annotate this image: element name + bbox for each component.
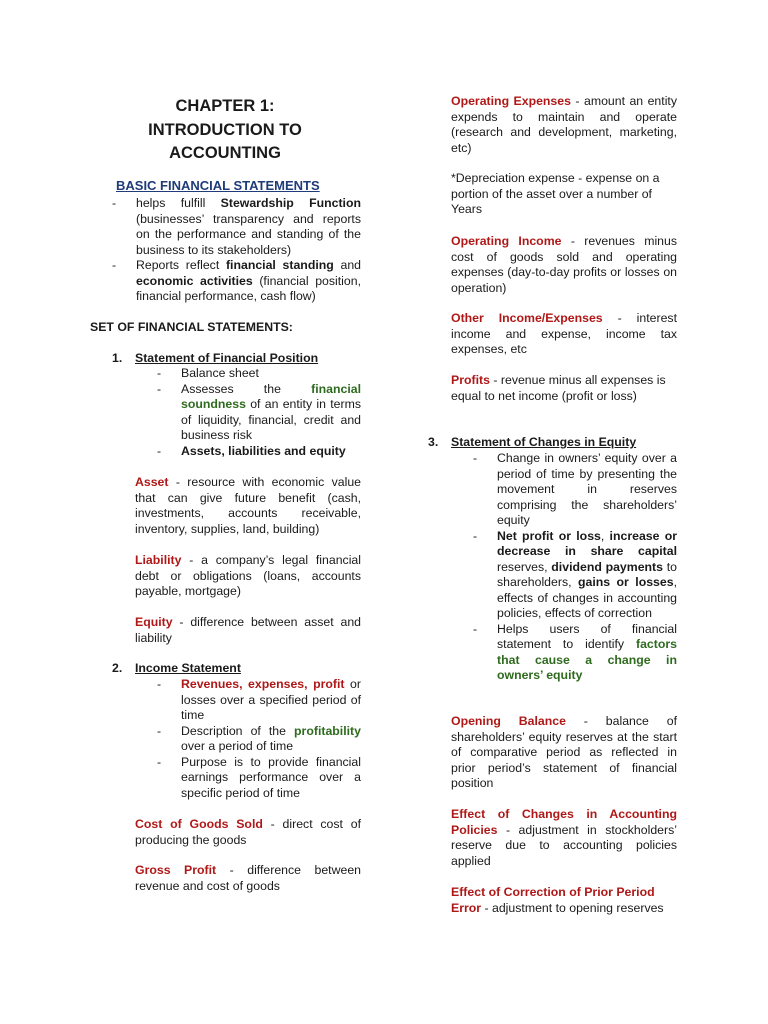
profits-definition: Profits - revenue minus all expenses is equal to net income (profit or loss) [451,373,666,403]
section-3-title: Statement of Changes in Equity [451,435,637,449]
section-3-bullet-1: - Change in owners’ equity over a period of time by presenting the movement in reserves comprising the shareholders’ equity [473,451,677,529]
section-2-bullet-2: - Description of the profitability over a period of time [157,724,361,755]
section-3-bullet-2: - Net profit or loss, increase or decrease in share capital reserves, dividend payments to shareholders, gains or losses, effects of changes in accounting policies, effects of correction [473,529,677,622]
section-1-title: Statement of Financial Position [135,351,319,365]
correction-error-definition: Effect of Correction of Prior Period Error - adjustment to opening reserves [451,885,664,915]
opening-balance-definition: Opening Balance - balance of shareholders’ equity reserves at the start of comparative period as reflected in prior period’s statement of financial position [451,714,677,790]
chapter-title [120,95,330,166]
section-2-bullets [157,677,361,801]
section-2-bullet-1: - Revenues, expenses, profit or losses over a specified period of time [157,677,361,724]
cogs-definition: Cost of Goods Sold - direct cost of producing the goods [135,817,361,847]
operating-expenses-definition: Operating Expenses - amount an entity expends to maintain and operate (research and development, marketing, etc) [451,94,677,155]
operating-income-definition: Operating Income - revenues minus cost of goods sold and operating expenses (day-to-day profits or losses on operation) [451,234,678,295]
section-3-number: 3. [428,435,439,449]
equity-definition: Equity - difference between asset and liability [135,615,361,645]
section-3-bullets [473,451,677,684]
changes-accounting-definition: Effect of Changes in Accounting Policies - adjustment in stockholders’ reserve due to accounting policies applied [451,807,677,868]
section-1-bullets [157,366,361,459]
gross-profit-definition: Gross Profit - difference between revenue and cost of goods [135,863,361,893]
basic-bullet-2: - Reports reflect financial standing and economic activities (financial position, financial performance, cash flow) [112,258,361,305]
title-line-2: INTRODUCTION TO [148,120,302,139]
title-line-3: ACCOUNTING [169,144,281,162]
basic-bullet-1: - helps fulfill Stewardship Function (businesses’ transparency and reports on the performance and standing of the business to its stakeholders) [112,196,361,258]
section-1-bullet-1: - Balance sheet [157,366,361,382]
liability-definition: Liability - a company’s legal financial debt or obligations (loans, accounts payable, mortgage) [135,553,361,598]
stewardship-term: Stewardship Function [220,196,361,210]
section-3-bullet-3: - Helps users of financial statement to identify factors that cause a change in owners’ equity [473,622,677,684]
title-line-1: CHAPTER 1: [175,97,275,115]
section-2-number: 2. [112,661,123,675]
section-2-title: Income Statement [135,661,241,675]
section-1-number: 1. [112,351,123,365]
basic-statements-heading: BASIC FINANCIAL STATEMENTS [116,178,320,193]
asset-definition: Asset - resource with economic value that can give future benefit (cash, investments, accounts receivable, inventory, supplies, land, building) [135,475,361,536]
other-income-definition: Other Income/Expenses - interest income and expense, income tax expenses, etc [451,311,677,356]
section-2-bullet-3: - Purpose is to provide financial earnings performance over a specific period of time [157,755,361,802]
basic-bullets [112,196,361,305]
section-1-bullet-2: - Assesses the financial soundness of an entity in terms of liquidity, financial, credit and business risk [157,382,361,444]
depreciation-note: *Depreciation expense - expense on a portion of the asset over a number of Years [451,171,660,216]
section-1-bullet-3: - Assets, liabilities and equity [157,444,361,460]
set-heading: SET OF FINANCIAL STATEMENTS: [90,320,293,334]
